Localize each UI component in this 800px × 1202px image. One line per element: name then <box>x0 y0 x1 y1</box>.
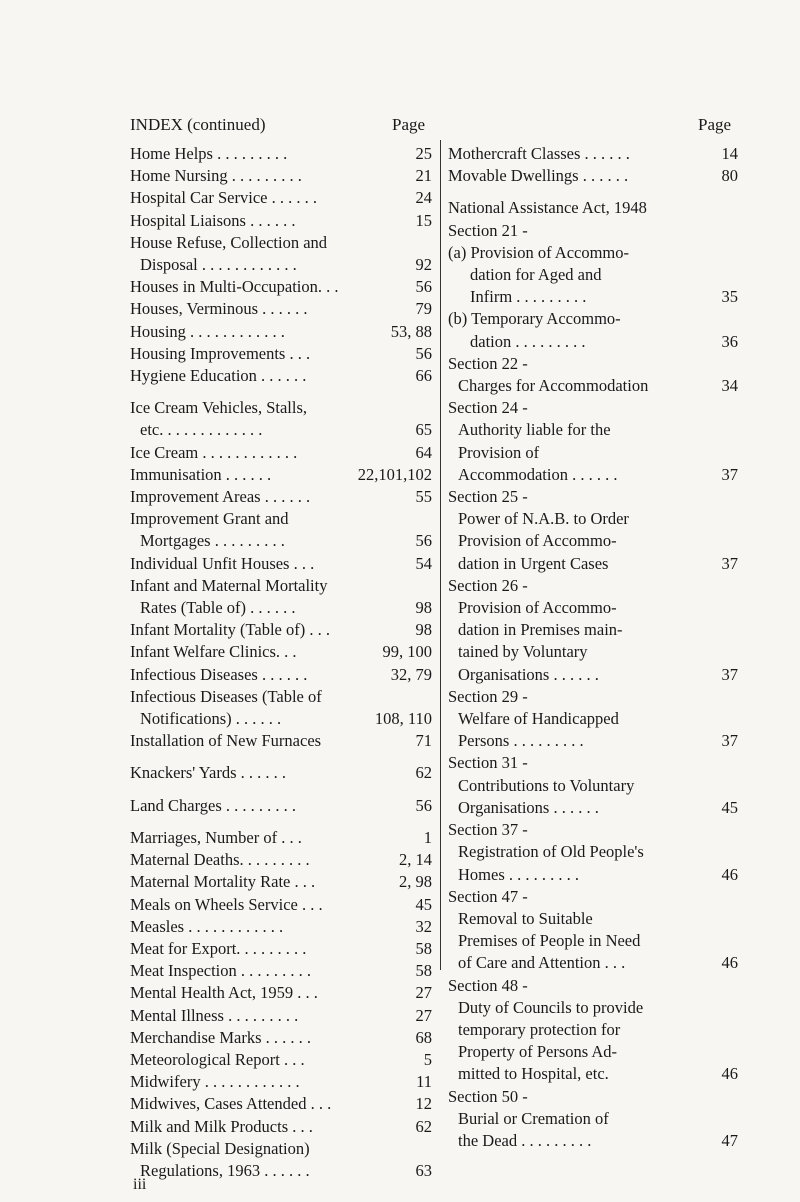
index-entry <box>130 686 432 708</box>
index-entry <box>448 1063 738 1085</box>
index-entry <box>448 165 738 187</box>
entry-page-number: 11 <box>416 1072 432 1092</box>
entry-text: Mental Health Act, 1959 . . . <box>130 983 318 1003</box>
index-entry <box>448 508 738 530</box>
index-entry <box>448 752 738 774</box>
index-entry <box>448 797 738 819</box>
entry-text: Merchandise Marks . . . . . . <box>130 1027 312 1047</box>
entry-text: dation for Aged and <box>470 265 602 285</box>
entry-text: Notifications) . . . . . . <box>140 709 282 729</box>
entry-text: etc. . . . . . . . . . . . . <box>140 420 263 440</box>
entry-text: Premises of People in Need <box>458 931 641 951</box>
index-entry <box>130 464 432 486</box>
index-entry <box>448 220 738 242</box>
entry-text: of Care and Attention . . . <box>458 953 626 973</box>
entry-text: Milk and Milk Products . . . <box>130 1116 313 1136</box>
entry-text: Section 21 - <box>448 220 528 240</box>
index-entry <box>130 165 432 187</box>
entry-text: Section 26 - <box>448 575 528 595</box>
entry-text: Hospital Liaisons . . . . . . <box>130 210 296 230</box>
entry-page-number: 47 <box>721 1130 738 1150</box>
index-entry <box>130 232 432 254</box>
index-entry <box>448 1130 738 1152</box>
index-entry <box>130 871 432 893</box>
index-entry <box>130 1093 432 1115</box>
index-entry <box>448 264 738 286</box>
entry-page-number: 45 <box>721 797 738 817</box>
index-entry <box>130 442 432 464</box>
index-entry <box>448 1041 738 1063</box>
entry-text: Property of Persons Ad- <box>458 1042 618 1062</box>
index-entry <box>130 938 432 960</box>
index-entry <box>130 210 432 232</box>
entry-page-number: 27 <box>415 1005 432 1025</box>
index-entry <box>448 331 738 353</box>
index-entry <box>130 575 432 597</box>
entry-page-number: 108, 110 <box>374 709 432 729</box>
entry-page-number: 37 <box>721 553 738 573</box>
entry-text: Midwifery . . . . . . . . . . . . <box>130 1072 300 1092</box>
entry-text: Section 31 - <box>448 753 528 773</box>
entry-page-number: 32, 79 <box>390 664 432 684</box>
entry-page-number: 2, 98 <box>399 872 432 892</box>
index-entry <box>130 982 432 1004</box>
entry-text: Section 29 - <box>448 686 528 706</box>
entry-page-number: 5 <box>423 1049 432 1069</box>
entry-page-number: 1 <box>423 827 432 847</box>
entry-page-number: 22,101,102 <box>357 464 432 484</box>
entry-page-number: 98 <box>415 598 432 618</box>
entry-text: Provision of <box>458 442 540 462</box>
index-entry <box>130 365 432 387</box>
entry-text: (b) Temporary Accommo- <box>448 309 621 329</box>
index-entry <box>130 795 432 817</box>
entry-text: Rates (Table of) . . . . . . <box>140 598 296 618</box>
entry-text: Provision of Accommo- <box>458 598 617 618</box>
entry-text: Home Helps . . . . . . . . . <box>130 144 288 163</box>
index-entry <box>448 1108 738 1130</box>
entry-gap <box>130 785 432 795</box>
entry-text: Section 50 - <box>448 1086 528 1106</box>
index-entry <box>448 886 738 908</box>
index-entry <box>130 708 432 730</box>
left-page-label: Page <box>392 115 426 134</box>
index-entry <box>130 849 432 871</box>
entry-page-number: 64 <box>415 442 432 462</box>
entry-text: Maternal Deaths. . . . . . . . . <box>130 850 310 870</box>
index-entry <box>130 641 432 663</box>
index-entry <box>130 1071 432 1093</box>
entry-page-number: 37 <box>721 664 738 684</box>
entry-text: Infant and Maternal Mortality <box>130 575 328 595</box>
entry-page-number: 58 <box>415 961 432 981</box>
entry-text: Meteorological Report . . . <box>130 1049 305 1069</box>
entry-gap <box>130 817 432 827</box>
index-entry <box>130 486 432 508</box>
index-entry <box>130 321 432 343</box>
entry-text: Hospital Car Service . . . . . . <box>130 188 317 208</box>
index-entry <box>448 1086 738 1108</box>
entry-text: dation in Premises main- <box>458 620 623 640</box>
entry-text: Section 48 - <box>448 975 528 995</box>
entry-text: Measles . . . . . . . . . . . . <box>130 916 284 936</box>
index-entry <box>448 530 738 552</box>
left-index-column <box>130 143 432 1182</box>
entry-text: Improvement Grant and <box>130 509 289 529</box>
index-entry <box>130 419 432 441</box>
entry-page-number: 12 <box>415 1094 432 1114</box>
entry-text: Charges for Accommodation <box>458 376 649 396</box>
entry-text: Marriages, Number of . . . <box>130 827 302 847</box>
entry-text: Section 24 - <box>448 398 528 418</box>
entry-text: Houses in Multi-Occupation. . . <box>130 277 339 297</box>
entry-text: Home Nursing . . . . . . . . . <box>130 166 302 186</box>
entry-page-number: 62 <box>415 1116 432 1136</box>
entry-page-number: 56 <box>415 795 432 815</box>
entry-text: Individual Unfit Houses . . . <box>130 553 315 573</box>
entry-page-number: 79 <box>415 299 432 319</box>
index-entry <box>130 916 432 938</box>
entry-text: Milk (Special Designation) <box>130 1138 310 1158</box>
index-entry <box>448 575 738 597</box>
index-entry <box>130 530 432 552</box>
index-entry <box>130 664 432 686</box>
entry-text: Infectious Diseases . . . . . . <box>130 664 308 684</box>
entry-text: Installation of New Furnaces <box>130 731 322 751</box>
index-entry <box>448 930 738 952</box>
entry-text: Ice Cream Vehicles, Stalls, <box>130 398 308 418</box>
index-entry <box>448 486 738 508</box>
entry-text: the Dead . . . . . . . . . <box>458 1130 592 1150</box>
index-entry <box>448 1019 738 1041</box>
entry-page-number: 37 <box>721 464 738 484</box>
index-entry <box>130 619 432 641</box>
index-entry <box>130 298 432 320</box>
entry-text: Registration of Old People's <box>458 842 644 862</box>
index-entry <box>448 397 738 419</box>
entry-text: tained by Voluntary <box>458 642 588 662</box>
entry-page-number: 63 <box>415 1160 432 1180</box>
entry-text: Authority liable for the <box>458 420 611 440</box>
entry-page-number: 46 <box>721 1064 738 1084</box>
index-entry <box>448 242 738 264</box>
entry-page-number: 99, 100 <box>382 642 432 662</box>
entry-text: Homes . . . . . . . . . <box>458 864 579 884</box>
index-heading: INDEX (continued) <box>130 115 266 134</box>
index-entry <box>130 143 432 165</box>
column-divider <box>440 140 441 970</box>
entry-text: Contributions to Voluntary <box>458 775 635 795</box>
index-entry <box>130 1160 432 1182</box>
entry-text: Movable Dwellings . . . . . . <box>448 166 629 186</box>
index-entry <box>448 419 738 441</box>
index-entry <box>130 1049 432 1071</box>
entry-page-number: 58 <box>415 938 432 958</box>
entry-page-number: 62 <box>415 763 432 783</box>
index-entry <box>448 143 738 165</box>
entry-text: Infant Welfare Clinics. . . <box>130 642 297 662</box>
entry-page-number: 36 <box>721 331 738 351</box>
index-entry <box>448 375 738 397</box>
entry-page-number: 46 <box>721 864 738 884</box>
entry-text: Infant Mortality (Table of) . . . <box>130 620 330 640</box>
index-entry <box>130 254 432 276</box>
index-entry <box>448 197 738 219</box>
entry-text: Disposal . . . . . . . . . . . . <box>140 255 297 275</box>
index-entry <box>448 997 738 1019</box>
entry-page-number: 98 <box>415 620 432 640</box>
entry-text: Mortgages . . . . . . . . . <box>140 531 285 551</box>
page-folio: iii <box>133 1176 147 1193</box>
index-entry <box>448 641 738 663</box>
entry-gap <box>130 387 432 397</box>
index-entry <box>130 1116 432 1138</box>
entry-text: Burial or Cremation of <box>458 1108 609 1128</box>
index-entry <box>130 508 432 530</box>
entry-text: Knackers' Yards . . . . . . <box>130 763 287 783</box>
index-entry <box>130 553 432 575</box>
index-entry <box>448 664 738 686</box>
entry-text: Immunisation . . . . . . <box>130 464 272 484</box>
index-entry <box>130 1138 432 1160</box>
entry-text: Houses, Verminous . . . . . . <box>130 299 308 319</box>
entry-text: Improvement Areas . . . . . . <box>130 487 311 507</box>
entry-text: Mental Illness . . . . . . . . . <box>130 1005 299 1025</box>
entry-page-number: 34 <box>721 376 738 396</box>
entry-text: Ice Cream . . . . . . . . . . . . <box>130 442 298 462</box>
entry-page-number: 27 <box>415 983 432 1003</box>
index-entry <box>448 730 738 752</box>
entry-text: Section 47 - <box>448 886 528 906</box>
entry-text: dation . . . . . . . . . <box>470 331 586 351</box>
entry-text: Infectious Diseases (Table of <box>130 686 322 706</box>
index-entry <box>448 952 738 974</box>
entry-text: Section 22 - <box>448 353 528 373</box>
entry-gap <box>130 752 432 762</box>
index-entry <box>448 597 738 619</box>
entry-page-number: 24 <box>415 188 432 208</box>
entry-text: National Assistance Act, 1948 <box>448 198 647 218</box>
entry-text: Midwives, Cases Attended . . . <box>130 1094 332 1114</box>
index-entry <box>130 730 432 752</box>
entry-page-number: 21 <box>415 166 432 186</box>
entry-page-number: 55 <box>415 487 432 507</box>
entry-text: Meals on Wheels Service . . . <box>130 894 323 914</box>
index-entry <box>130 1005 432 1027</box>
entry-text: Organisations . . . . . . <box>458 797 599 817</box>
entry-text: Land Charges . . . . . . . . . <box>130 795 297 815</box>
index-entry <box>130 597 432 619</box>
index-entry <box>130 276 432 298</box>
entry-page-number: 65 <box>415 420 432 440</box>
entry-page-number: 45 <box>415 894 432 914</box>
index-entry <box>130 894 432 916</box>
entry-page-number: 56 <box>415 343 432 363</box>
index-entry <box>448 708 738 730</box>
entry-page-number: 2, 14 <box>399 850 432 870</box>
entry-text: (a) Provision of Accommo- <box>448 242 630 262</box>
entry-text: Hygiene Education . . . . . . <box>130 366 307 386</box>
entry-text: Organisations . . . . . . <box>458 664 599 684</box>
index-entry <box>448 553 738 575</box>
entry-page-number: 56 <box>415 277 432 297</box>
entry-text: Housing . . . . . . . . . . . . <box>130 321 285 341</box>
index-entry <box>448 686 738 708</box>
entry-text: Infirm . . . . . . . . . <box>470 287 587 307</box>
entry-page-number: 32 <box>415 916 432 936</box>
entry-page-number: 80 <box>721 166 738 186</box>
entry-text: Power of N.A.B. to Order <box>458 509 629 529</box>
entry-page-number: 25 <box>415 144 432 163</box>
entry-text: mitted to Hospital, etc. <box>458 1064 609 1084</box>
entry-page-number: 66 <box>415 366 432 386</box>
entry-text: Duty of Councils to provide <box>458 997 644 1017</box>
index-entry <box>448 819 738 841</box>
index-entry <box>448 353 738 375</box>
index-entry <box>130 343 432 365</box>
entry-text: Meat for Export. . . . . . . . . <box>130 938 307 958</box>
entry-page-number: 68 <box>415 1027 432 1047</box>
index-entry <box>448 775 738 797</box>
entry-text: Regulations, 1963 . . . . . . <box>140 1160 310 1180</box>
index-entry <box>130 960 432 982</box>
index-entry <box>448 308 738 330</box>
entry-text: Welfare of Handicapped <box>458 709 619 729</box>
index-entry <box>448 908 738 930</box>
entry-text: Mothercraft Classes . . . . . . <box>448 144 630 163</box>
index-entry <box>448 975 738 997</box>
entry-text: dation in Urgent Cases <box>458 553 609 573</box>
entry-page-number: 14 <box>721 144 738 163</box>
entry-text: Housing Improvements . . . <box>130 343 311 363</box>
entry-page-number: 53, 88 <box>390 321 432 341</box>
entry-page-number: 71 <box>415 731 432 751</box>
entry-text: Removal to Suitable <box>458 908 593 928</box>
index-entry <box>130 762 432 784</box>
entry-gap <box>448 187 738 197</box>
index-entry <box>448 286 738 308</box>
entry-text: Maternal Mortality Rate . . . <box>130 872 316 892</box>
right-page-label: Page <box>698 115 732 134</box>
entry-text: temporary protection for <box>458 1019 621 1039</box>
entry-text: Provision of Accommo- <box>458 531 617 551</box>
entry-text: Meat Inspection . . . . . . . . . <box>130 961 312 981</box>
entry-text: Persons . . . . . . . . . <box>458 731 584 751</box>
entry-page-number: 92 <box>415 255 432 275</box>
index-entry <box>130 397 432 419</box>
entry-page-number: 15 <box>415 210 432 230</box>
entry-page-number: 46 <box>721 953 738 973</box>
index-entry <box>130 187 432 209</box>
right-index-column <box>448 143 738 1152</box>
index-entry <box>448 442 738 464</box>
entry-page-number: 56 <box>415 531 432 551</box>
entry-page-number: 37 <box>721 731 738 751</box>
index-entry <box>130 827 432 849</box>
entry-page-number: 35 <box>721 287 738 307</box>
entry-page-number: 54 <box>415 553 432 573</box>
index-entry <box>448 864 738 886</box>
entry-text: Section 25 - <box>448 487 528 507</box>
entry-text: Accommodation . . . . . . <box>458 464 618 484</box>
entry-text: House Refuse, Collection and <box>130 232 328 252</box>
index-entry <box>130 1027 432 1049</box>
entry-text: Section 37 - <box>448 820 528 840</box>
index-entry <box>448 841 738 863</box>
index-entry <box>448 464 738 486</box>
index-entry <box>448 619 738 641</box>
